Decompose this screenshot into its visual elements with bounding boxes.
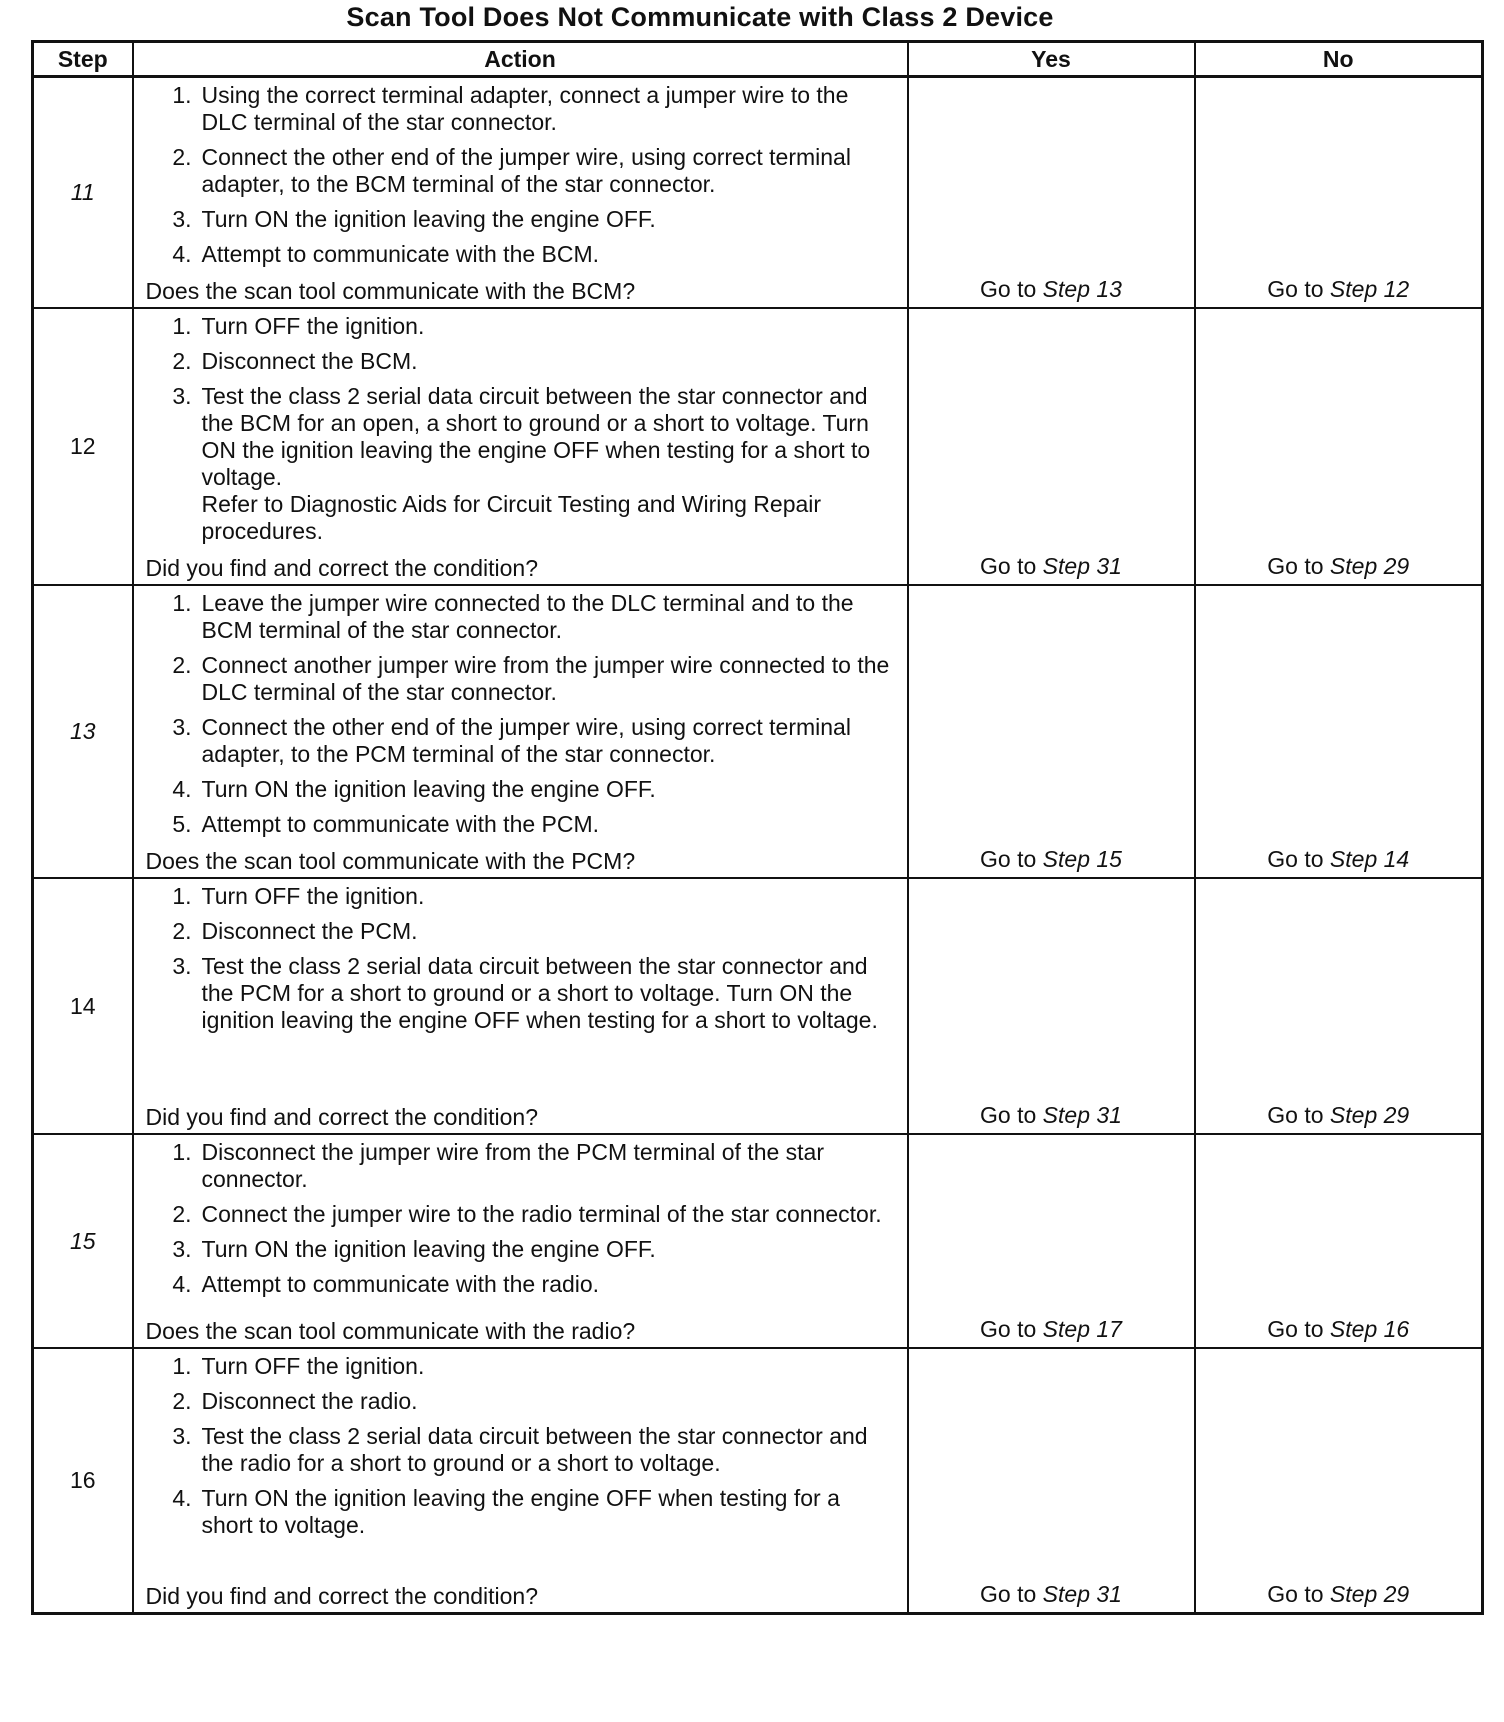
action-item-text: Leave the jumper wire connected to the DLC terminal and to the BCM terminal of the star connector. [201, 590, 854, 643]
action-item-text: Disconnect the jumper wire from the PCM terminal of the star connector. [201, 1139, 825, 1192]
action-item-text: Turn ON the ignition leaving the engine OFF. [201, 206, 656, 232]
yes-result [908, 585, 1195, 878]
action-item-text: Attempt to communicate with the radio. [201, 1271, 600, 1297]
action-item-body [202, 348, 897, 375]
action-item-number: 2. [172, 1388, 192, 1414]
action-item-body [202, 883, 897, 910]
action-item-body [202, 1353, 897, 1380]
action-item [146, 652, 897, 706]
action-item-number: 1. [172, 590, 192, 616]
action-item-number: 2. [172, 144, 192, 170]
header-step: Step [33, 42, 133, 77]
action-item-text: Connect the other end of the jumper wire, using correct terminal adapter, to the BCM terminal of the star connector. [201, 144, 851, 197]
action-cell [133, 77, 908, 309]
action-item-note: Refer to Diagnostic Aids for Circuit Testing and Wiring Repair procedures. [201, 491, 822, 544]
header-yes: Yes [908, 42, 1195, 77]
action-question: Did you find and correct the condition? [145, 555, 539, 581]
action-item-body [202, 953, 897, 1034]
action-item-text: Disconnect the radio. [201, 1388, 418, 1414]
action-list [146, 82, 897, 276]
action-item-number: 3. [172, 1423, 192, 1449]
action-item [146, 144, 897, 198]
action-item-number: 3. [172, 714, 192, 740]
go-to-label: Go to [1267, 276, 1324, 302]
go-to-label: Go to [980, 1581, 1037, 1607]
action-item-text: Test the class 2 serial data circuit between the star connector and the radio for a short to ground or a short to voltage. [201, 1423, 868, 1476]
go-to-label: Go to [980, 1102, 1037, 1128]
step-reference: Step 29 [1329, 1102, 1410, 1128]
step-reference: Step 17 [1042, 1316, 1122, 1342]
step-number: 13 [33, 585, 133, 878]
action-item-body [202, 1485, 897, 1539]
action-item-body [202, 1271, 897, 1298]
action-item [146, 241, 897, 268]
step-reference: Step 13 [1042, 276, 1122, 302]
action-item [146, 206, 897, 233]
action-item-body [202, 714, 897, 768]
step-reference: Step 14 [1329, 846, 1410, 872]
action-cell [133, 878, 908, 1134]
step-reference: Step 31 [1042, 1102, 1122, 1128]
action-item-body [202, 82, 897, 136]
go-to-label: Go to [1267, 1316, 1324, 1342]
yes-result [908, 308, 1195, 585]
no-result [1195, 1134, 1483, 1348]
action-item [146, 313, 897, 340]
action-item-body [202, 1388, 897, 1415]
action-content [146, 82, 897, 305]
step-reference: Step 31 [1042, 1581, 1122, 1607]
action-item-text: Using the correct terminal adapter, connect a jumper wire to the DLC terminal of the star connector. [201, 82, 849, 135]
action-item [146, 1201, 897, 1228]
yes-result [908, 77, 1195, 309]
action-item-body [202, 652, 897, 706]
action-item-number: 4. [172, 1271, 192, 1297]
action-item-text: Turn ON the ignition leaving the engine OFF. [201, 776, 656, 802]
action-item-text: Test the class 2 serial data circuit between the star connector and the PCM for a short to ground or a short to voltage. Turn ON the ignition leaving the engine OFF when testing for a short to voltage. [201, 953, 878, 1033]
action-content [146, 313, 897, 582]
action-list [146, 883, 897, 1042]
action-item [146, 1139, 897, 1193]
action-item-text: Turn OFF the ignition. [201, 1353, 425, 1379]
page-title: Scan Tool Does Not Communicate with Class 2 Device [346, 2, 1054, 32]
action-item-number: 2. [172, 1201, 192, 1227]
action-content [146, 1353, 897, 1610]
action-item-body [202, 590, 897, 644]
action-item-number: 2. [172, 918, 192, 944]
header-action: Action [133, 42, 908, 77]
no-result [1195, 1348, 1483, 1614]
action-item [146, 776, 897, 803]
action-question: Did you find and correct the condition? [145, 1583, 539, 1609]
action-item-body [202, 241, 897, 268]
action-list [146, 590, 897, 846]
step-reference: Step 16 [1329, 1316, 1410, 1342]
action-content [146, 1139, 897, 1345]
action-item-number: 3. [172, 206, 192, 232]
diagnostic-table [31, 40, 1484, 1615]
action-item [146, 590, 897, 644]
action-cell [133, 1348, 908, 1614]
action-item [146, 1236, 897, 1263]
step-number: 14 [33, 878, 133, 1134]
step-reference: Step 29 [1329, 1581, 1410, 1607]
action-item [146, 1388, 897, 1415]
action-item [146, 714, 897, 768]
table-body [33, 77, 1483, 1614]
action-item-number: 1. [172, 1353, 192, 1379]
action-item-body [202, 1423, 897, 1477]
action-item-text: Test the class 2 serial data circuit between the star connector and the BCM for an open, a short to ground or a short to voltage. Turn ON the ignition leaving the engine OFF when testing for a short to voltage. [201, 383, 871, 490]
table-row [33, 308, 1483, 585]
action-item-text: Connect another jumper wire from the jumper wire connected to the DLC terminal of the star connector. [201, 652, 890, 705]
action-item-body [202, 144, 897, 198]
action-cell [133, 1134, 908, 1348]
action-item-body [202, 811, 897, 838]
step-reference: Step 29 [1329, 553, 1410, 579]
action-item-number: 1. [172, 1139, 192, 1165]
action-list [146, 1353, 897, 1547]
table-row [33, 1348, 1483, 1614]
action-item [146, 1353, 897, 1380]
action-question: Does the scan tool communicate with the PCM? [145, 848, 636, 874]
action-item-text: Connect the other end of the jumper wire, using correct terminal adapter, to the PCM terminal of the star connector. [201, 714, 851, 767]
action-cell [133, 585, 908, 878]
action-list [146, 313, 897, 553]
table-header-row [33, 42, 1483, 77]
go-to-label: Go to [980, 846, 1037, 872]
action-question: Did you find and correct the condition? [145, 1104, 539, 1130]
go-to-label: Go to [980, 1316, 1037, 1342]
action-question: Does the scan tool communicate with the BCM? [145, 278, 636, 304]
action-item-number: 1. [172, 313, 192, 339]
action-content [146, 590, 897, 875]
action-item-text: Attempt to communicate with the PCM. [201, 811, 600, 837]
no-result [1195, 878, 1483, 1134]
action-item [146, 883, 897, 910]
action-item-number: 1. [172, 883, 192, 909]
action-item [146, 82, 897, 136]
header-no: No [1195, 42, 1483, 77]
action-item-number: 4. [172, 1485, 192, 1511]
action-item-number: 4. [172, 776, 192, 802]
action-item [146, 918, 897, 945]
action-item-number: 1. [172, 82, 192, 108]
action-item-text: Turn OFF the ignition. [201, 883, 425, 909]
action-item [146, 348, 897, 375]
action-item-text: Disconnect the BCM. [201, 348, 418, 374]
step-number: 12 [33, 308, 133, 585]
table-row [33, 1134, 1483, 1348]
action-item-number: 4. [172, 241, 192, 267]
action-item-body [202, 313, 897, 340]
action-item-body [202, 776, 897, 803]
action-item-body [202, 383, 897, 545]
action-item-body [202, 918, 897, 945]
action-item-number: 2. [172, 348, 192, 374]
go-to-label: Go to [1267, 846, 1324, 872]
action-item-text: Turn ON the ignition leaving the engine OFF when testing for a short to voltage. [201, 1485, 840, 1538]
go-to-label: Go to [1267, 1581, 1324, 1607]
action-item [146, 1485, 897, 1539]
action-item-text: Turn OFF the ignition. [201, 313, 425, 339]
no-result [1195, 585, 1483, 878]
action-item-number: 3. [172, 953, 192, 979]
action-item-text: Connect the jumper wire to the radio terminal of the star connector. [201, 1201, 882, 1227]
action-question: Does the scan tool communicate with the radio? [145, 1318, 636, 1344]
action-item-body [202, 1201, 897, 1228]
action-content [146, 883, 897, 1131]
action-item-body [202, 206, 897, 233]
step-number: 15 [33, 1134, 133, 1348]
action-item [146, 1423, 897, 1477]
action-item [146, 953, 897, 1034]
go-to-label: Go to [1267, 1102, 1324, 1128]
go-to-label: Go to [980, 553, 1037, 579]
table-row [33, 878, 1483, 1134]
yes-result [908, 878, 1195, 1134]
action-item [146, 1271, 897, 1298]
go-to-label: Go to [980, 276, 1037, 302]
action-item-text: Attempt to communicate with the BCM. [201, 241, 600, 267]
action-item-number: 2. [172, 652, 192, 678]
action-cell [133, 308, 908, 585]
no-result [1195, 308, 1483, 585]
go-to-label: Go to [1267, 553, 1324, 579]
action-item-text: Disconnect the PCM. [201, 918, 418, 944]
action-item-text: Turn ON the ignition leaving the engine OFF. [201, 1236, 656, 1262]
action-item-body [202, 1236, 897, 1263]
table-row [33, 77, 1483, 309]
action-list [146, 1139, 897, 1306]
action-item [146, 383, 897, 545]
step-reference: Step 15 [1042, 846, 1122, 872]
action-item-body [202, 1139, 897, 1193]
step-reference: Step 12 [1329, 276, 1410, 302]
table-row [33, 585, 1483, 878]
action-item-number: 5. [172, 811, 192, 837]
action-item-number: 3. [172, 1236, 192, 1262]
step-number: 16 [33, 1348, 133, 1614]
yes-result [908, 1348, 1195, 1614]
action-item-number: 3. [172, 383, 192, 409]
step-reference: Step 31 [1042, 553, 1122, 579]
no-result [1195, 77, 1483, 309]
yes-result [908, 1134, 1195, 1348]
step-number: 11 [33, 77, 133, 309]
action-item [146, 811, 897, 838]
